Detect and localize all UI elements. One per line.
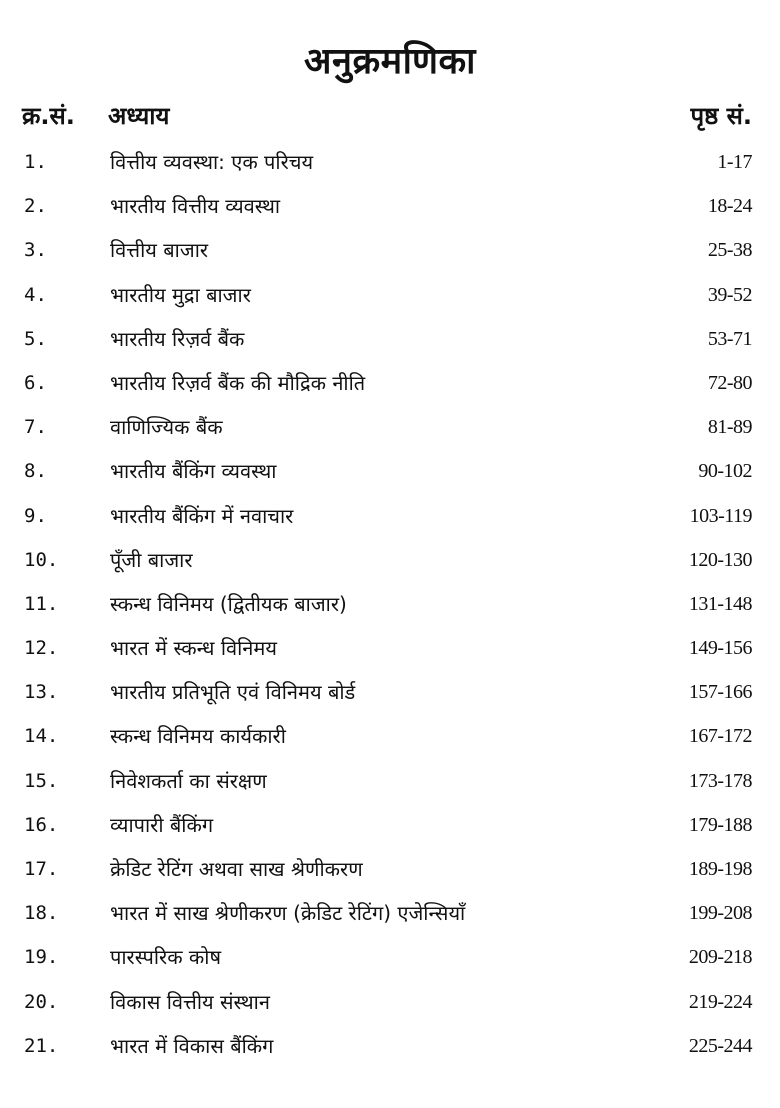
entry-page-range: 18-24 xyxy=(707,195,752,218)
entry-number: 21. xyxy=(24,1034,59,1057)
toc-entry xyxy=(0,847,780,891)
entry-number: 3. xyxy=(24,239,47,262)
toc-entry xyxy=(0,273,780,317)
toc-entry xyxy=(0,980,780,1024)
entry-chapter-title: भारत में विकास बैंकिंग xyxy=(110,1033,274,1058)
entry-chapter-title: भारतीय बैंकिंग में नवाचार xyxy=(110,503,294,528)
entry-chapter-title: निवेशकर्ता का संरक्षण xyxy=(110,768,267,793)
toc-entry xyxy=(0,405,780,449)
entry-number: 20. xyxy=(24,990,59,1013)
entry-page-range: 39-52 xyxy=(707,283,752,306)
toc-entry xyxy=(0,759,780,803)
entry-page-range: 179-188 xyxy=(688,813,752,836)
entry-number: 1. xyxy=(24,151,47,173)
entry-chapter-title: भारतीय प्रतिभूति एवं विनिमय बोर्ड xyxy=(110,680,356,705)
entry-page-range: 225-244 xyxy=(688,1034,752,1057)
toc-entry xyxy=(0,449,780,493)
entry-chapter-title: वित्तीय व्यवस्था: एक परिचय xyxy=(110,150,314,174)
entry-number: 16. xyxy=(24,813,59,836)
entry-page-range: 199-208 xyxy=(688,902,752,925)
toc-header xyxy=(0,96,780,136)
entry-page-range: 219-224 xyxy=(688,990,752,1013)
entry-chapter-title: क्रेडिट रेटिंग अथवा साख श्रेणीकरण xyxy=(110,857,363,881)
header-number-label: क्र.सं. xyxy=(22,102,75,130)
entry-number: 19. xyxy=(24,946,59,969)
entry-chapter-title: भारतीय वित्तीय व्यवस्था xyxy=(110,194,281,219)
entry-page-range: 72-80 xyxy=(707,371,752,394)
entry-page-range: 167-172 xyxy=(688,725,752,748)
entry-chapter-title: व्यापारी बैंकिंग xyxy=(110,812,214,837)
entry-number: 6. xyxy=(24,371,47,394)
header-page-label: पृष्ठ सं. xyxy=(690,102,752,130)
entry-page-range: 209-218 xyxy=(688,946,752,969)
toc-entry xyxy=(0,891,780,935)
entry-chapter-title: भारतीय मुद्रा बाजार xyxy=(110,282,251,307)
entry-chapter-title: स्कन्ध विनिमय कार्यकारी xyxy=(110,724,286,749)
entry-chapter-title: भारत में साख श्रेणीकरण (क्रेडिट रेटिंग) एजेन्सियाँ xyxy=(110,901,466,926)
entry-number: 14. xyxy=(24,725,59,748)
entry-page-range: 81-89 xyxy=(707,416,752,439)
entry-chapter-title: भारतीय रिज़र्व बैंक की मौद्रिक नीति xyxy=(110,370,366,395)
toc-entry xyxy=(0,626,780,670)
entry-chapter-title: भारत में स्कन्ध विनिमय xyxy=(110,636,277,661)
entry-number: 18. xyxy=(24,902,59,925)
entry-number: 15. xyxy=(24,769,59,792)
header-chapter-label: अध्याय xyxy=(108,102,170,130)
entry-page-range: 25-38 xyxy=(707,239,752,262)
toc-entry xyxy=(0,803,780,847)
toc-entry xyxy=(0,140,780,184)
entry-number: 5. xyxy=(24,327,47,350)
entry-page-range: 131-148 xyxy=(688,592,752,615)
entry-chapter-title: वाणिज्यिक बैंक xyxy=(110,415,223,440)
entry-page-range: 157-166 xyxy=(688,681,752,704)
entry-chapter-title: पारस्परिक कोष xyxy=(110,945,222,970)
entry-page-range: 120-130 xyxy=(688,548,752,571)
toc-entry xyxy=(0,1024,780,1068)
entry-number: 13. xyxy=(24,681,59,704)
entry-chapter-title: स्कन्ध विनिमय (द्वितीयक बाजार) xyxy=(110,591,347,616)
entry-number: 9. xyxy=(24,504,47,527)
toc-entry xyxy=(0,714,780,758)
toc-entry xyxy=(0,582,780,626)
toc-entry xyxy=(0,228,780,272)
entry-page-range: 103-119 xyxy=(689,504,752,527)
page-title: अनुक्रमणिका xyxy=(304,41,476,82)
entry-page-range: 1-17 xyxy=(717,151,752,173)
entry-number: 7. xyxy=(24,416,47,439)
entry-chapter-title: भारतीय बैंकिंग व्यवस्था xyxy=(110,459,277,484)
entry-number: 11. xyxy=(24,592,59,615)
toc-entry xyxy=(0,361,780,405)
entry-number: 2. xyxy=(24,195,47,218)
toc-entry xyxy=(0,494,780,538)
toc-entry xyxy=(0,935,780,979)
toc-entry xyxy=(0,317,780,361)
entry-page-range: 173-178 xyxy=(688,769,752,792)
entry-chapter-title: वित्तीय बाजार xyxy=(110,238,209,263)
toc-entry xyxy=(0,184,780,228)
entry-page-range: 149-156 xyxy=(688,637,752,660)
entry-page-range: 53-71 xyxy=(707,327,752,350)
entry-page-range: 90-102 xyxy=(698,460,752,483)
entry-number: 4. xyxy=(24,283,47,306)
entry-chapter-title: विकास वित्तीय संस्थान xyxy=(110,989,270,1014)
entry-number: 10. xyxy=(24,548,59,571)
entry-chapter-title: भारतीय रिज़र्व बैंक xyxy=(110,326,245,351)
entry-number: 8. xyxy=(24,460,47,483)
entry-number: 12. xyxy=(24,637,59,660)
toc-entry xyxy=(0,670,780,714)
toc-list xyxy=(0,140,780,1068)
toc-entry xyxy=(0,538,780,582)
entry-number: 17. xyxy=(24,858,59,880)
entry-chapter-title: पूँजी बाजार xyxy=(110,547,193,572)
entry-page-range: 189-198 xyxy=(688,858,752,880)
